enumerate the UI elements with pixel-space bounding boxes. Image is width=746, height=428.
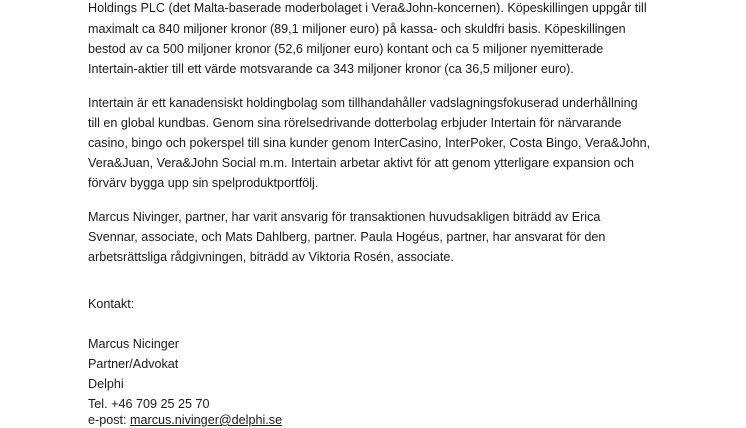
- contact-title: Partner/Advokat: [88, 357, 179, 371]
- contact-email-link[interactable]: marcus.nivinger@delphi.se: [130, 413, 283, 427]
- contact-email-label: e-post:: [88, 413, 130, 427]
- text-line: Intertain är ett kanadensiskt holdingbolag som tillhandahåller vadslagningsfokuserad underhållning: [88, 96, 638, 110]
- text-line: Svennar, associate, och Mats Dahlberg, partner. Paula Hogéus, partner, har ansvarat för den: [88, 230, 606, 244]
- text-line: bestod av ca 500 miljoner kronor (52,6 miljoner euro) kontant och ca 5 miljoner nyemitterade: [88, 42, 604, 56]
- contact-heading: Kontakt:: [88, 297, 135, 311]
- text-line: casino, bingo och pokerspel till sina kunder genom InterCasino, InterPoker, Costa Bingo, Vera&John,: [88, 136, 651, 150]
- text-line: till en global kundbas. Genom sina rörelsedrivande dotterbolag erbjuder Intertain för närvarande: [88, 116, 622, 130]
- text-line: Vera&Juan, Vera&John Social m.m. Intertain arbetar aktivt för att genom ytterligare expansion och: [88, 156, 635, 170]
- text-line: förvärv bygga upp sin spelproduktportfölj.: [88, 176, 319, 190]
- contact-name: Marcus Nicinger: [88, 337, 179, 351]
- contact-phone: Tel. +46 709 25 25 70: [88, 397, 210, 411]
- text-line: Marcus Nivinger, partner, har varit ansvarig för transaktionen huvudsakligen biträdd av Erica: [88, 210, 601, 224]
- text-line: maximalt ca 840 miljoner kronor (89,1 miljoner euro) på kassa- och skuldfri basis. Köpeskillingen: [88, 22, 626, 36]
- text-line: arbetsrättsliga rådgivningen, biträdd av Viktoria Rosén, associate.: [88, 250, 454, 264]
- text-line: Intertain-aktier till ett värde motsvarande ca 343 miljoner kronor (ca 36,5 miljoner euro).: [88, 62, 574, 76]
- text-line: Holdings PLC (det Malta-baserade moderbolaget i Vera&John-koncernen). Köpeskillingen uppgår till: [88, 1, 647, 15]
- contact-email-line: [88, 412, 282, 428]
- contact-company: Delphi: [88, 377, 124, 391]
